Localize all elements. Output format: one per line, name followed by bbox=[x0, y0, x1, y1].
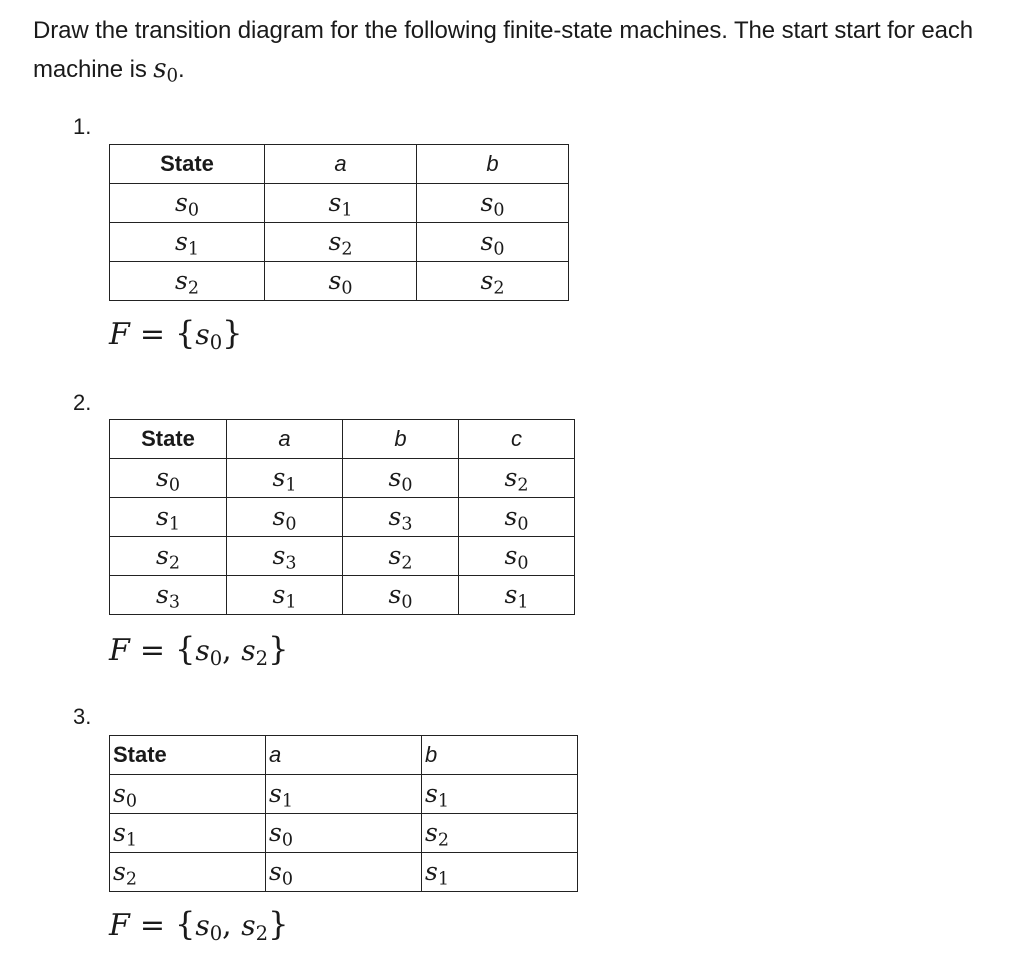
header-input: b bbox=[422, 736, 578, 775]
table-header-row bbox=[110, 420, 575, 459]
transition-cell: $s_3$ bbox=[227, 537, 343, 576]
transition-cell: $s_2$ bbox=[459, 459, 575, 498]
machine-2-final-states: $F = \{s_0$, $s_2$} bbox=[109, 630, 289, 670]
header-state: State bbox=[110, 736, 266, 775]
state-cell: $s_1$ bbox=[110, 498, 227, 537]
header-input: a bbox=[266, 736, 422, 775]
transition-cell: $s_1$ bbox=[422, 853, 578, 892]
transition-cell: $s_0$ bbox=[459, 537, 575, 576]
header-input: b bbox=[417, 145, 569, 184]
state-cell: $s_3$ bbox=[110, 576, 227, 615]
transition-cell: $s_1$ bbox=[227, 576, 343, 615]
table-row bbox=[110, 223, 569, 262]
transition-cell: $s_1$ bbox=[459, 576, 575, 615]
table-header-row bbox=[110, 145, 569, 184]
table-row bbox=[110, 853, 578, 892]
table-row bbox=[110, 459, 575, 498]
state-cell: $s_1$ bbox=[110, 814, 266, 853]
header-state: State bbox=[110, 145, 265, 184]
state-cell: $s_2$ bbox=[110, 537, 227, 576]
machine-3-table bbox=[109, 735, 578, 892]
state-cell: $s_1$ bbox=[110, 223, 265, 262]
transition-cell: $s_0$ bbox=[343, 459, 459, 498]
header-input: b bbox=[343, 420, 459, 459]
header-input: a bbox=[227, 420, 343, 459]
problem-period: . bbox=[178, 56, 185, 83]
transition-cell: $s_3$ bbox=[343, 498, 459, 537]
transition-cell: $s_0$ bbox=[343, 576, 459, 615]
machine-1-table bbox=[109, 144, 569, 301]
transition-cell: $s_2$ bbox=[422, 814, 578, 853]
table-row bbox=[110, 775, 578, 814]
transition-cell: $s_1$ bbox=[265, 184, 417, 223]
transition-cell: $s_0$ bbox=[459, 498, 575, 537]
table-row bbox=[110, 537, 575, 576]
transition-cell: $s_2$ bbox=[417, 262, 569, 301]
header-input: c bbox=[459, 420, 575, 459]
problem-statement bbox=[33, 12, 1018, 89]
problem-text: Draw the transition diagram for the following finite-state machines. The start start for each machine is bbox=[33, 17, 974, 83]
table-row bbox=[110, 262, 569, 301]
start-state: $s_0$ bbox=[153, 54, 179, 87]
transition-cell: $s_1$ bbox=[227, 459, 343, 498]
header-state: State bbox=[110, 420, 227, 459]
transition-cell: $s_0$ bbox=[266, 814, 422, 853]
table-row bbox=[110, 814, 578, 853]
transition-cell: $s_0$ bbox=[265, 262, 417, 301]
transition-cell: $s_0$ bbox=[266, 853, 422, 892]
table-header-row bbox=[110, 736, 578, 775]
machine-3-final-states: $F = \{s_0$, $s_2$} bbox=[109, 905, 289, 945]
transition-cell: $s_2$ bbox=[343, 537, 459, 576]
state-cell: $s_2$ bbox=[110, 262, 265, 301]
machine-3-number: 3. bbox=[73, 704, 92, 729]
state-cell: $s_0$ bbox=[110, 184, 265, 223]
header-input: a bbox=[265, 145, 417, 184]
table-row bbox=[110, 184, 569, 223]
machine-2-table bbox=[109, 419, 575, 615]
transition-cell: $s_0$ bbox=[417, 223, 569, 262]
transition-cell: $s_1$ bbox=[266, 775, 422, 814]
transition-cell: $s_0$ bbox=[417, 184, 569, 223]
machine-1-number: 1. bbox=[73, 114, 92, 139]
table-row bbox=[110, 498, 575, 537]
state-cell: $s_0$ bbox=[110, 775, 266, 814]
state-cell: $s_2$ bbox=[110, 853, 266, 892]
machine-2-number: 2. bbox=[73, 390, 92, 415]
transition-cell: $s_1$ bbox=[422, 775, 578, 814]
transition-cell: $s_0$ bbox=[227, 498, 343, 537]
transition-cell: $s_2$ bbox=[265, 223, 417, 262]
machine-1-final-states: $F = \{s_0\}$ bbox=[109, 314, 243, 354]
state-cell: $s_0$ bbox=[110, 459, 227, 498]
table-row bbox=[110, 576, 575, 615]
